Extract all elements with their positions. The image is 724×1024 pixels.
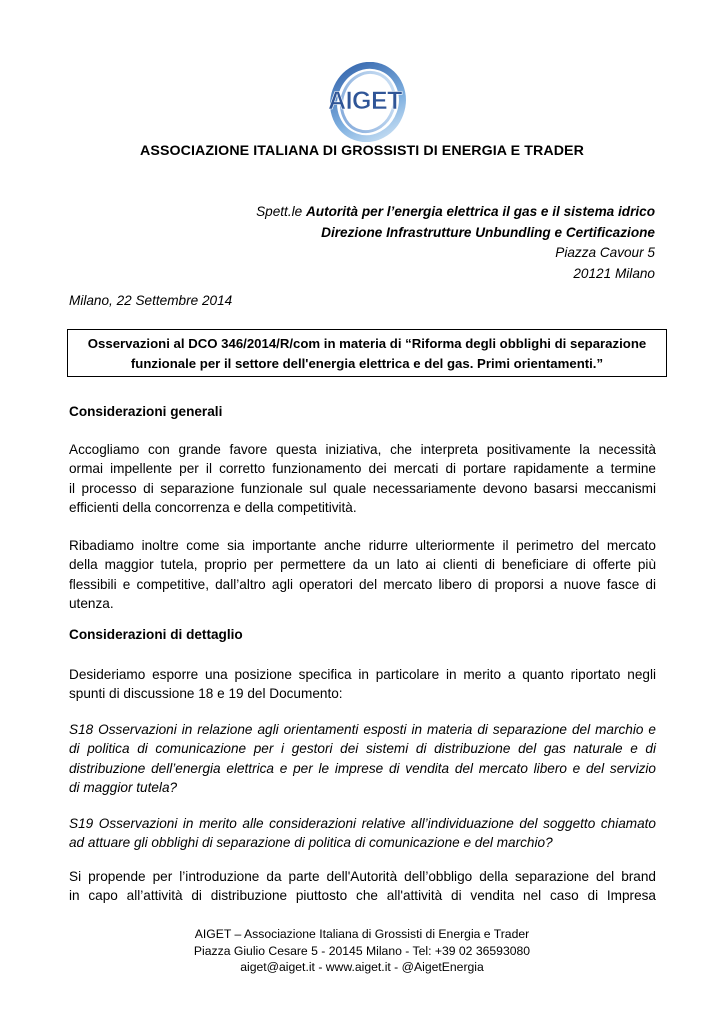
recipient-line-1 xyxy=(256,202,655,223)
footer-address: Piazza Giulio Cesare 5 - 20145 Milano - Tel: +39 02 36593080 xyxy=(193,943,531,958)
letter-date: Milano, 22 Settembre 2014 xyxy=(69,293,233,308)
paragraph-detail-2 xyxy=(69,867,656,906)
subject-line-2: funzionale per il settore dell'energia elettrica e del gas. Primi orientamenti.” xyxy=(130,356,604,371)
paragraph-line: utenza. xyxy=(69,596,114,612)
paragraph-line: di politica di comunicazione per i gestori dei sistemi di distribuzione del gas naturale e di xyxy=(69,741,656,757)
subject-line-1: Osservazioni al DCO 346/2014/R/com in materia di “Riforma degli obblighi di separazione xyxy=(87,336,647,351)
recipient-salutation: Spett.le xyxy=(256,204,306,219)
paragraph-line: in capo all’attività di distribuzione piuttosto che all'attività di vendita nel caso di Impresa xyxy=(69,888,656,904)
paragraph-general-1 xyxy=(69,440,656,518)
discussion-point-s18 xyxy=(69,720,656,798)
recipient-authority: Autorità per l’energia elettrica il gas e il sistema idrico xyxy=(305,204,655,219)
paragraph-line: ormai impellente per il corretto funzionamento dei mercati di portare rapidamente a termine xyxy=(69,461,656,477)
paragraph-line: Desideriamo esporre una posizione specifica in particolare in merito a quanto riportato negli xyxy=(69,667,656,682)
paragraph-line: flessibili e competitive, dall’altro agli operatori del mercato libero di proporsi a nuove fasce di xyxy=(69,576,656,592)
paragraph-line: S19 Osservazioni in merito alle considerazioni relative all’individuazione del soggetto chiamato xyxy=(69,816,656,831)
footer-contacts: aiget@aiget.it - www.aiget.it - @AigetEnergia xyxy=(240,960,484,974)
paragraph-line: spunti di discussione 18 e 19 del Documento: xyxy=(69,686,343,702)
paragraph-line: Si propende per l’introduzione da parte dell'Autorità dell’obbligo della separazione del brand xyxy=(69,869,656,884)
paragraph-line: ad attuare gli obblighi di separazione di politica di comunicazione e del marchio? xyxy=(69,835,553,851)
discussion-point-s19 xyxy=(69,814,656,853)
paragraph-line: S18 Osservazioni in relazione agli orientamenti esposti in materia di separazione del marchio e xyxy=(69,722,656,737)
recipient-address xyxy=(256,202,655,284)
logo-wordmark: AIGET xyxy=(328,87,402,115)
paragraph-line: di maggior tutela? xyxy=(69,780,178,796)
paragraph-line: Ribadiamo inoltre come sia importante anche ridurre ulteriormente il perimetro del mercato xyxy=(69,538,656,553)
paragraph-line: efficienti della concorrenza e della competitività. xyxy=(69,500,357,516)
aiget-logo xyxy=(298,62,433,142)
letter-footer xyxy=(0,926,724,976)
paragraph-line: il processo di separazione funzionale sul quale necessariamente devono basarsi meccanismi xyxy=(69,480,656,496)
subject-box xyxy=(67,329,667,377)
paragraph-line: distribuzione dell’energia elettrica e per le imprese di vendita del mercato libero e del servizio xyxy=(69,760,656,776)
paragraph-detail-1 xyxy=(69,665,656,704)
aiget-logo-graphic xyxy=(298,62,433,142)
organization-title: ASSOCIAZIONE ITALIANA DI GROSSISTI DI ENERGIA E TRADER xyxy=(140,143,584,159)
paragraph-general-2 xyxy=(69,536,656,614)
section-heading-general: Considerazioni generali xyxy=(69,404,223,419)
footer-org-name: AIGET – Associazione Italiana di Grossisti di Energia e Trader xyxy=(194,927,530,941)
section-heading-detail: Considerazioni di dettaglio xyxy=(69,627,243,642)
recipient-department: Direzione Infrastrutture Unbundling e Certificazione xyxy=(321,224,655,240)
recipient-city: 20121 Milano xyxy=(573,265,655,281)
paragraph-line: della maggior tutela, proprio per permettere da un lato ai clienti di beneficiare di offerte più xyxy=(69,557,656,573)
recipient-street: Piazza Cavour 5 xyxy=(555,245,655,260)
paragraph-line: Accogliamo con grande favore questa iniziativa, che interpreta positivamente la necessità xyxy=(69,442,656,457)
